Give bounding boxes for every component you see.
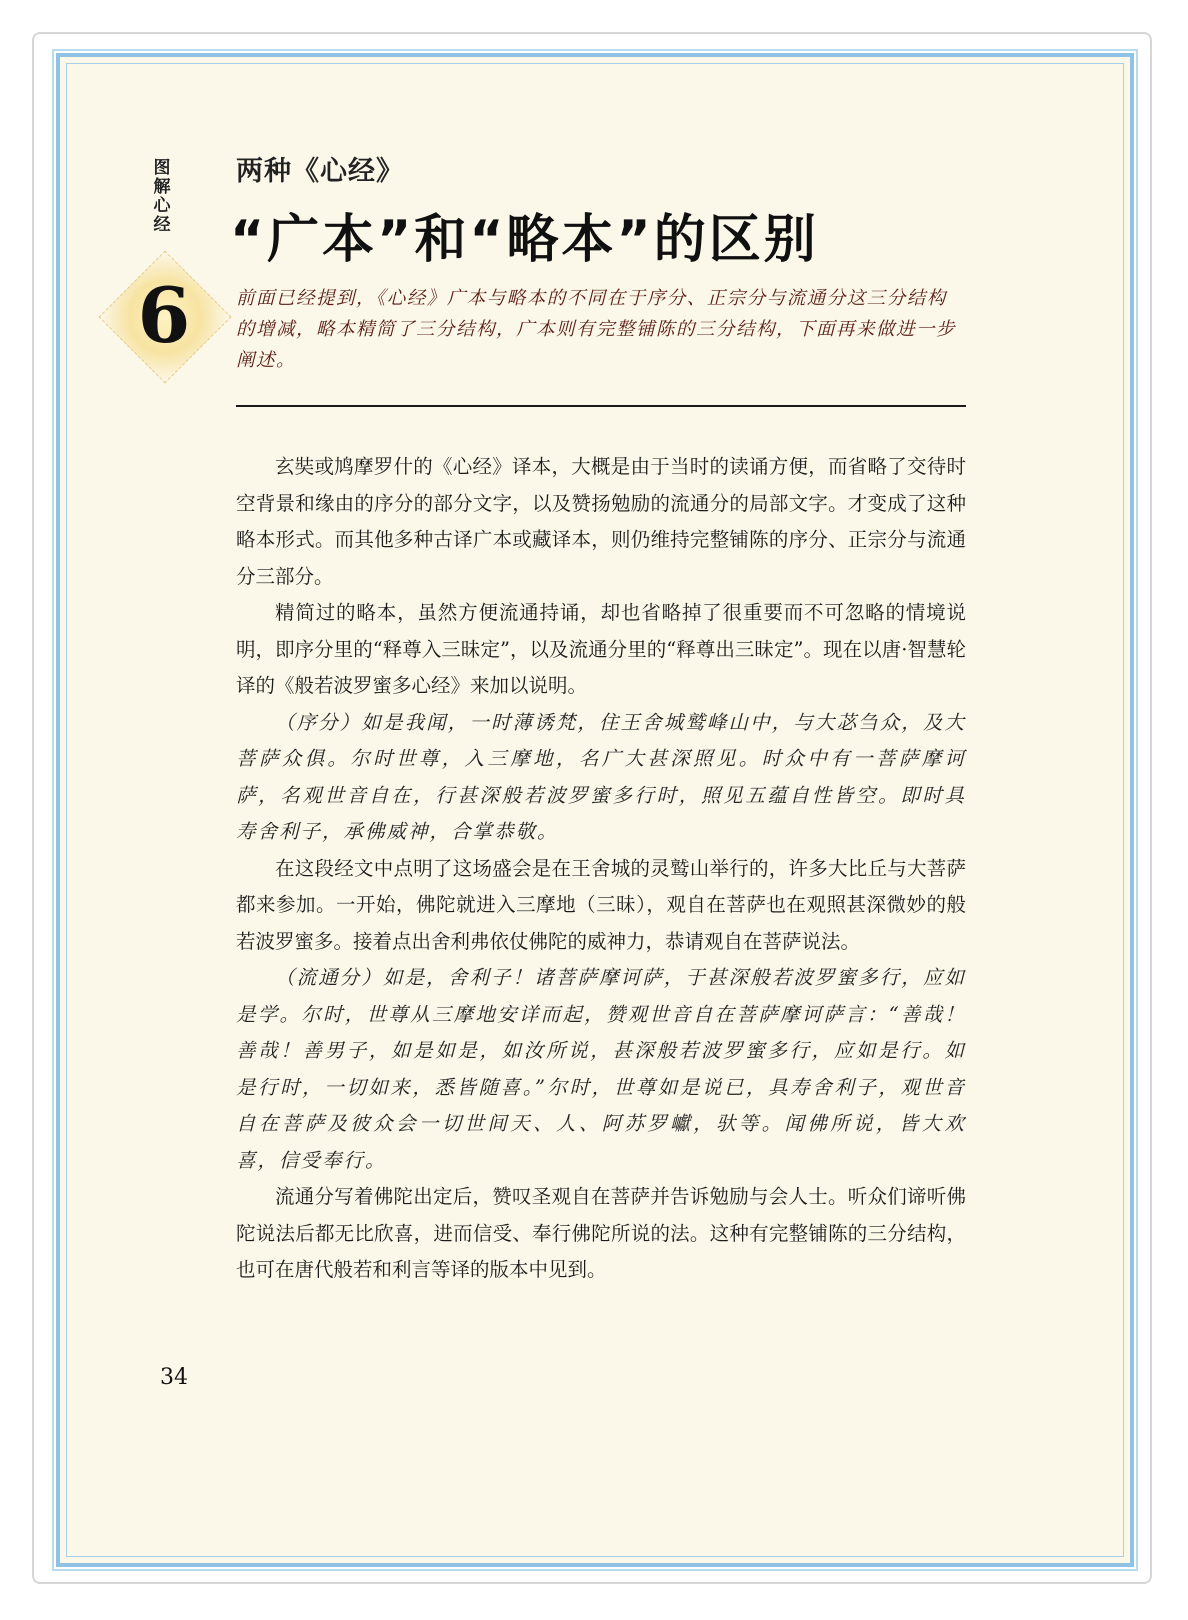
- divider-rule: [236, 405, 966, 407]
- scripture-quote: （序分）如是我闻，一时薄诱梵，住王舍城鹫峰山中，与大苾刍众，及大菩萨众俱。尔时世尊，入三摩地，名广大甚深照见。时众中有一菩萨摩诃萨，名观世音自在，行甚深般若波罗蜜多行时，照见五蕴自性皆空。即时具寿舍利子，承佛威神，合掌恭敬。: [236, 710, 966, 843]
- body-paragraph: 流通分写着佛陀出定后，赞叹圣观自在菩萨并告诉勉励与会人士。听众们谛听佛陀说法后都无比欣喜，进而信受、奉行佛陀所说的法。这种有完整铺陈的三分结构，也可在唐代般若和利言等译的版本中见到。: [236, 1185, 966, 1281]
- section-title: “广本”和“略本”的区别: [230, 210, 819, 270]
- section-subtitle: 两种《心经》: [236, 156, 404, 187]
- book-page: [56, 53, 1134, 1567]
- body-text: [236, 449, 966, 1289]
- side-label-char: 经: [153, 215, 171, 235]
- side-label-char: 解: [153, 177, 171, 197]
- intro-text: 前面已经提到，《心经》广本与略本的不同在于序分、正宗分与流通分这三分结构的增减，略本精简了三分结构，广本则有完整铺陈的三分结构，下面再来做进一步阐述。: [236, 288, 957, 371]
- side-label-char: 心: [153, 196, 171, 216]
- page-number: 34: [160, 1365, 188, 1390]
- body-paragraph: 精简过的略本，虽然方便流通持诵，却也省略掉了很重要而不可忽略的情境说明，即序分里的“释尊入三昧定”，以及流通分里的“释尊出三昧定”。现在以唐·智慧轮译的《般若波罗蜜多心经》来加以说明。: [236, 601, 966, 697]
- body-paragraph: 在这段经文中点明了这场盛会是在王舍城的灵鹫山举行的，许多大比丘与大菩萨都来参加。一开始，佛陀就进入三摩地（三昧），观自在菩萨也在观照甚深微妙的般若波罗蜜多。接着点出舍利弗依仗佛陀的威神力，恭请观自在菩萨说法。: [236, 856, 966, 953]
- scripture-quote: （流通分）如是，舍利子！诸菩萨摩诃萨，于甚深般若波罗蜜多行，应如是学。尔时，世尊从三摩地安详而起，赞观世音自在菩萨摩诃萨言：“善哉！善哉！善男子，如是如是，如汝所说，甚深般若波罗蜜多行，应如是行。如是行时，一切如来，悉皆随喜。”尔时，世尊如是说已，具寿舍利子，观世音自在菩萨及彼众会一切世间天、人、阿苏罗巘，驮等。闻佛所说，皆大欢喜，信受奉行。: [236, 966, 966, 1172]
- series-side-label: [150, 159, 174, 235]
- chapter-number: 6: [137, 271, 191, 360]
- body-paragraph: 玄奘或鸠摩罗什的《心经》译本，大概是由于当时的读诵方便，而省略了交待时空背景和缘由的序分的部分文字，以及赞扬勉励的流通分的局部文字。才变成了这种略本形式。而其他多种古译广本或藏译本，则仍维持完整铺陈的序分、正宗分与流通分三部分。: [236, 455, 966, 588]
- side-label-char: 图: [153, 158, 171, 178]
